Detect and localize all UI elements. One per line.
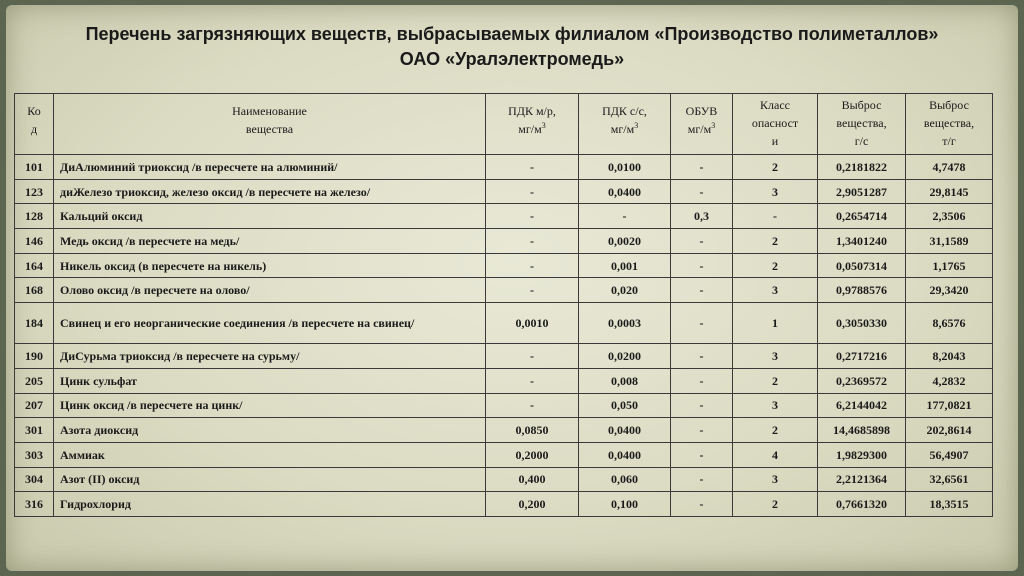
hazard-class-cell: 3 (733, 467, 818, 492)
code-cell: 316 (15, 492, 54, 517)
header-name: Наименование вещества (54, 94, 486, 155)
hazard-class-cell: 1 (733, 303, 818, 344)
name-cell: Аммиак (54, 442, 486, 467)
pdk-ss-cell: 0,050 (579, 393, 671, 418)
table-row (15, 278, 993, 303)
code-cell: 184 (15, 303, 54, 344)
emission-tg-cell: 8,6576 (906, 303, 993, 344)
name-cell: Цинк сульфат (54, 368, 486, 393)
hazard-class-cell: 3 (733, 179, 818, 204)
pdk-mr-cell: - (486, 179, 579, 204)
header-pdk-mr: ПДК м/р, $мг/м^3$ (486, 94, 579, 155)
pdk-ss-cell: 0,020 (579, 278, 671, 303)
table-row (15, 303, 993, 344)
code-cell: 190 (15, 344, 54, 369)
emission-tg-cell: 2,3506 (906, 204, 993, 229)
code-cell: 146 (15, 229, 54, 254)
pdk-ss-cell: 0,0020 (579, 229, 671, 254)
pdk-ss-cell: 0,0003 (579, 303, 671, 344)
page-title (0, 22, 1024, 72)
obuv-cell: - (671, 278, 733, 303)
emission-gs-cell: 1,9829300 (818, 442, 906, 467)
code-cell: 128 (15, 204, 54, 229)
table-row (15, 179, 993, 204)
name-cell: Свинец и его неорганические соединения /в пересчете на свинец/ (54, 303, 486, 344)
pdk-mr-cell: 0,0010 (486, 303, 579, 344)
emission-gs-cell: 0,2369572 (818, 368, 906, 393)
emission-gs-cell: 2,2121364 (818, 467, 906, 492)
name-cell: Никель оксид (в пересчете на никель) (54, 253, 486, 278)
pdk-mr-cell: - (486, 204, 579, 229)
pdk-mr-cell: - (486, 155, 579, 180)
obuv-cell: - (671, 467, 733, 492)
pdk-mr-cell: 0,400 (486, 467, 579, 492)
name-cell: Азот (II) оксид (54, 467, 486, 492)
name-cell: ДиАлюминий триоксид /в пересчете на алюминий/ (54, 155, 486, 180)
emission-gs-cell: 0,7661320 (818, 492, 906, 517)
emission-tg-cell: 32,6561 (906, 467, 993, 492)
hazard-class-cell: 3 (733, 393, 818, 418)
obuv-cell: - (671, 393, 733, 418)
emission-tg-cell: 202,8614 (906, 418, 993, 443)
obuv-cell: - (671, 179, 733, 204)
code-cell: 123 (15, 179, 54, 204)
pdk-mr-cell: 0,2000 (486, 442, 579, 467)
obuv-cell: - (671, 442, 733, 467)
table-row (15, 418, 993, 443)
code-cell: 207 (15, 393, 54, 418)
emission-gs-cell: 2,9051287 (818, 179, 906, 204)
table-row (15, 344, 993, 369)
header-emission-tg: Выброс вещества, т/г (906, 94, 993, 155)
table-row (15, 253, 993, 278)
hazard-class-cell: 2 (733, 368, 818, 393)
code-cell: 101 (15, 155, 54, 180)
header-emission-gs: Выброс вещества, г/с (818, 94, 906, 155)
emission-gs-cell: 0,0507314 (818, 253, 906, 278)
table-header-row (15, 94, 993, 155)
emission-gs-cell: 0,9788576 (818, 278, 906, 303)
pdk-mr-cell: - (486, 229, 579, 254)
table-row (15, 229, 993, 254)
emission-tg-cell: 8,2043 (906, 344, 993, 369)
code-cell: 168 (15, 278, 54, 303)
name-cell: Цинк оксид /в пересчете на цинк/ (54, 393, 486, 418)
name-cell: Олово оксид /в пересчете на олово/ (54, 278, 486, 303)
emission-gs-cell: 0,2717216 (818, 344, 906, 369)
pdk-ss-cell: 0,0200 (579, 344, 671, 369)
table-body (15, 155, 993, 517)
hazard-class-cell: 3 (733, 278, 818, 303)
pdk-ss-cell: 0,0400 (579, 442, 671, 467)
emission-gs-cell: 6,2144042 (818, 393, 906, 418)
hazard-class-cell: 2 (733, 155, 818, 180)
pdk-mr-cell: - (486, 368, 579, 393)
code-cell: 303 (15, 442, 54, 467)
table-row (15, 467, 993, 492)
emission-gs-cell: 0,2181822 (818, 155, 906, 180)
obuv-cell: - (671, 492, 733, 517)
obuv-cell: - (671, 368, 733, 393)
pdk-mr-cell: - (486, 393, 579, 418)
hazard-class-cell: 4 (733, 442, 818, 467)
obuv-cell: - (671, 418, 733, 443)
emission-tg-cell: 4,2832 (906, 368, 993, 393)
pollutants-table (14, 93, 993, 517)
pdk-mr-cell: - (486, 278, 579, 303)
code-cell: 301 (15, 418, 54, 443)
code-cell: 304 (15, 467, 54, 492)
pdk-mr-cell: 0,0850 (486, 418, 579, 443)
table-row (15, 393, 993, 418)
pdk-ss-cell: 0,001 (579, 253, 671, 278)
name-cell: Кальций оксид (54, 204, 486, 229)
pdk-ss-cell: 0,0400 (579, 418, 671, 443)
pdk-ss-cell: 0,0400 (579, 179, 671, 204)
name-cell: диЖелезо триоксид, железо оксид /в пересчете на железо/ (54, 179, 486, 204)
name-cell: Гидрохлорид (54, 492, 486, 517)
code-cell: 164 (15, 253, 54, 278)
emission-tg-cell: 29,8145 (906, 179, 993, 204)
table-row (15, 368, 993, 393)
table-row (15, 204, 993, 229)
hazard-class-cell: 2 (733, 418, 818, 443)
emission-tg-cell: 31,1589 (906, 229, 993, 254)
obuv-cell: - (671, 303, 733, 344)
emission-tg-cell: 4,7478 (906, 155, 993, 180)
header-obuv: ОБУВ $мг/м^3$ (671, 94, 733, 155)
table-row (15, 442, 993, 467)
pdk-mr-cell: 0,200 (486, 492, 579, 517)
table-row (15, 492, 993, 517)
hazard-class-cell: 2 (733, 253, 818, 278)
pdk-mr-cell: - (486, 253, 579, 278)
name-cell: Медь оксид /в пересчете на медь/ (54, 229, 486, 254)
title-line-2: ОАО «Уралэлектромедь» (399, 49, 625, 69)
emission-gs-cell: 1,3401240 (818, 229, 906, 254)
hazard-class-cell: 3 (733, 344, 818, 369)
pdk-ss-cell: 0,0100 (579, 155, 671, 180)
pdk-ss-cell: 0,100 (579, 492, 671, 517)
emission-gs-cell: 0,2654714 (818, 204, 906, 229)
header-hazard-class: Класс опасност и (733, 94, 818, 155)
title-line-1: Перечень загрязняющих веществ, выбрасываемых филиалом «Производство полиметаллов» (85, 24, 939, 44)
hazard-class-cell: - (733, 204, 818, 229)
obuv-cell: - (671, 253, 733, 278)
emission-tg-cell: 1,1765 (906, 253, 993, 278)
pdk-ss-cell: - (579, 204, 671, 229)
pdk-ss-cell: 0,008 (579, 368, 671, 393)
obuv-cell: - (671, 229, 733, 254)
emission-gs-cell: 14,4685898 (818, 418, 906, 443)
pdk-mr-cell: - (486, 344, 579, 369)
emission-tg-cell: 56,4907 (906, 442, 993, 467)
header-pdk-ss: ПДК с/с, $мг/м^3$ (579, 94, 671, 155)
table-row (15, 155, 993, 180)
hazard-class-cell: 2 (733, 492, 818, 517)
code-cell: 205 (15, 368, 54, 393)
obuv-cell: - (671, 344, 733, 369)
emission-tg-cell: 18,3515 (906, 492, 993, 517)
emission-tg-cell: 29,3420 (906, 278, 993, 303)
emission-tg-cell: 177,0821 (906, 393, 993, 418)
emission-gs-cell: 0,3050330 (818, 303, 906, 344)
obuv-cell: 0,3 (671, 204, 733, 229)
obuv-cell: - (671, 155, 733, 180)
pdk-ss-cell: 0,060 (579, 467, 671, 492)
header-code: Ко д (15, 94, 54, 155)
name-cell: ДиСурьма триоксид /в пересчете на сурьму/ (54, 344, 486, 369)
hazard-class-cell: 2 (733, 229, 818, 254)
name-cell: Азота диоксид (54, 418, 486, 443)
